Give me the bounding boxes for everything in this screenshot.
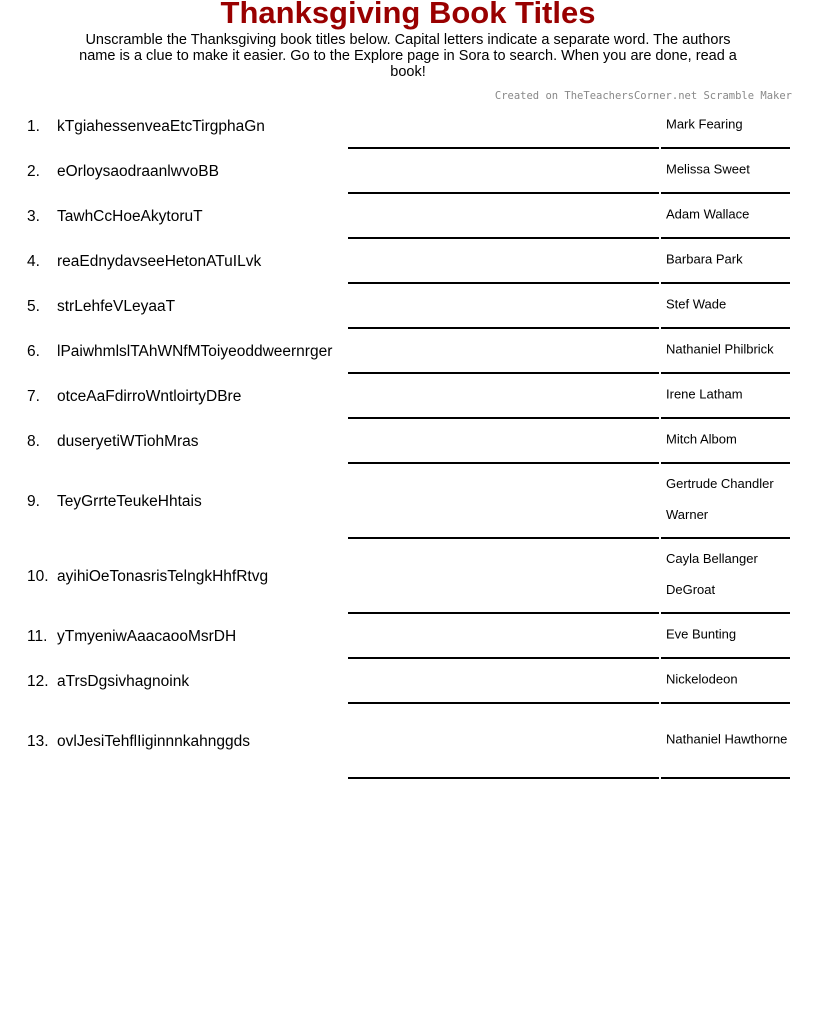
author-name: Cayla Bellanger DeGroat bbox=[666, 550, 758, 597]
author-name: Mark Fearing bbox=[666, 116, 743, 131]
item-number: 1. bbox=[27, 117, 40, 135]
scrambled-title: kTgiahessenveaEtcTirgphaGn bbox=[57, 117, 265, 135]
author-name: Stef Wade bbox=[666, 296, 727, 311]
author-clue bbox=[661, 284, 790, 329]
author-name: Barbara Park bbox=[666, 251, 743, 266]
item-number: 12. bbox=[27, 672, 49, 690]
credit-text: Created on TheTeachersCorner.net Scramble Maker bbox=[494, 90, 792, 102]
scrambled-title: duseryetiWTiohMras bbox=[57, 432, 199, 450]
item-number: 10. bbox=[27, 567, 49, 585]
scrambled-title: strLehfeVLeyaaT bbox=[57, 297, 176, 315]
author-name: Mitch Albom bbox=[666, 431, 737, 446]
author-clue bbox=[661, 614, 790, 659]
author-clue bbox=[661, 149, 790, 194]
author-clue bbox=[661, 419, 790, 464]
item-number: 3. bbox=[27, 207, 40, 225]
scrambled-title: eOrloysaodraanlwvoBB bbox=[57, 162, 219, 180]
puzzle-row bbox=[0, 329, 816, 374]
scrambled-title: ayihiOeTonasrisTelngkHhfRtvg bbox=[57, 567, 269, 585]
item-number: 7. bbox=[27, 387, 40, 405]
item-number: 4. bbox=[27, 252, 40, 270]
scrambled-title: otceAaFdirroWntloirtyDBre bbox=[57, 387, 242, 405]
puzzle-row bbox=[0, 539, 816, 614]
author-clue bbox=[661, 374, 790, 419]
puzzle-row bbox=[0, 419, 816, 464]
scrambled-title: ovlJesiTehflIiginnnkahnggds bbox=[57, 732, 251, 750]
item-number: 11. bbox=[27, 627, 48, 645]
author-name: Adam Wallace bbox=[666, 206, 750, 221]
puzzle-row bbox=[0, 659, 816, 704]
puzzle-row bbox=[0, 239, 816, 284]
scrambled-title: lPaiwhmlslTAhWNfMToiyeoddweernrger bbox=[57, 342, 333, 360]
puzzle-row bbox=[0, 194, 816, 239]
author-clue bbox=[661, 464, 790, 539]
author-name: Gertrude Chandler Warner bbox=[666, 475, 774, 522]
author-name: Eve Bunting bbox=[666, 626, 737, 641]
scrambled-title: TawhCcHoeAkytoruT bbox=[57, 207, 203, 225]
author-clue bbox=[661, 104, 790, 149]
author-name: Melissa Sweet bbox=[666, 161, 750, 176]
page-title: Thanksgiving Book Titles bbox=[220, 0, 596, 30]
author-clue bbox=[661, 539, 790, 614]
puzzle-row bbox=[0, 464, 816, 539]
author-name: Nathaniel Hawthorne bbox=[666, 731, 788, 746]
item-number: 8. bbox=[27, 432, 40, 450]
author-clue bbox=[661, 704, 790, 779]
puzzle-row bbox=[0, 374, 816, 419]
instructions: Unscramble the Thanksgiving book titles below. Capital letters indicate a separate word. The authors name is a clue to make it easier. Go to the Explore page in Sora to search. When you are done, read a book! bbox=[79, 32, 737, 80]
puzzle-row bbox=[0, 614, 816, 659]
author-name: Nickelodeon bbox=[666, 671, 738, 686]
author-name: Irene Latham bbox=[666, 386, 743, 401]
item-number: 5. bbox=[27, 297, 40, 315]
puzzle-row bbox=[0, 284, 816, 329]
author-name: Nathaniel Philbrick bbox=[666, 341, 774, 356]
answer-line[interactable] bbox=[348, 777, 659, 779]
author-clue bbox=[661, 659, 790, 704]
scrambled-title: TeyGrrteTeukeHhtais bbox=[57, 492, 202, 510]
item-number: 13. bbox=[27, 732, 49, 750]
author-clue bbox=[661, 329, 790, 374]
author-clue bbox=[661, 194, 790, 239]
item-number: 6. bbox=[27, 342, 40, 360]
puzzle-list bbox=[0, 104, 816, 779]
puzzle-row bbox=[0, 704, 816, 779]
scrambled-title: aTrsDgsivhagnoink bbox=[57, 672, 190, 690]
scrambled-title: reaEdnydavseeHetonATuILvk bbox=[57, 252, 262, 270]
puzzle-row bbox=[0, 104, 816, 149]
item-number: 2. bbox=[27, 162, 40, 180]
puzzle-row bbox=[0, 149, 816, 194]
author-clue bbox=[661, 239, 790, 284]
item-number: 9. bbox=[27, 492, 40, 510]
scrambled-title: yTmyeniwAaacaooMsrDH bbox=[57, 627, 237, 645]
